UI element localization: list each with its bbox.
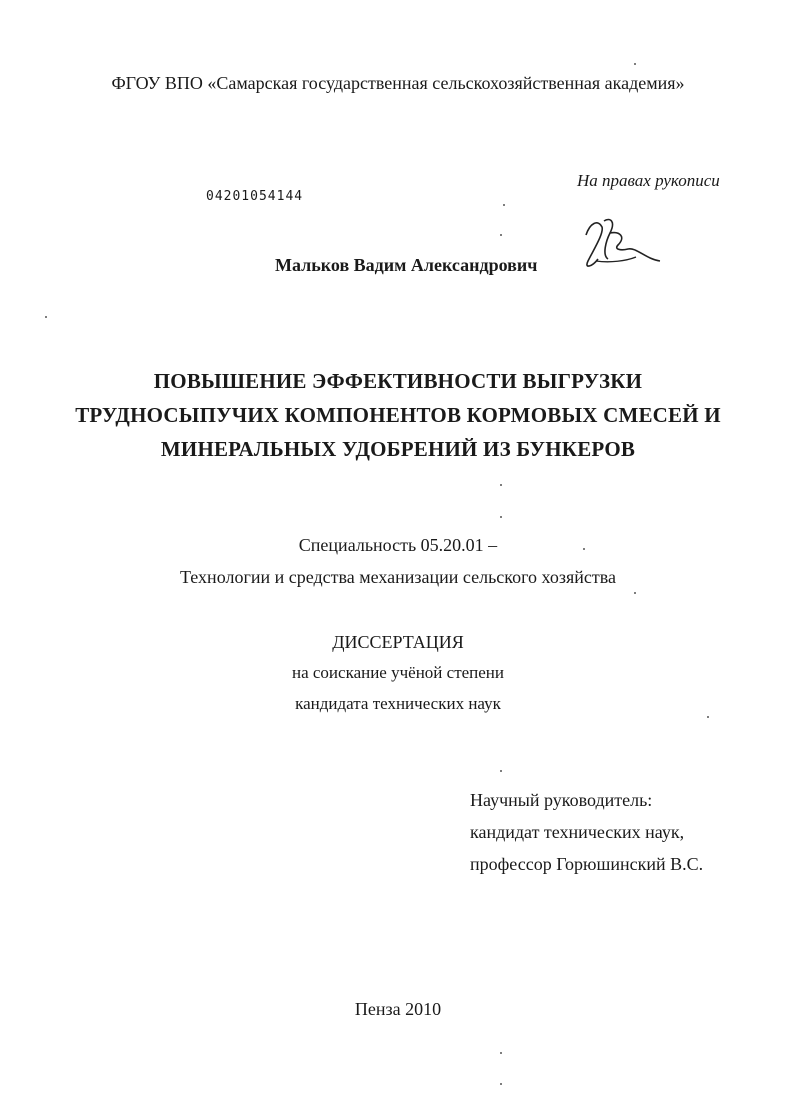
- catalog-number-stamp: 04201054144: [206, 189, 304, 204]
- scan-speck: [707, 716, 709, 718]
- scan-speck: [45, 316, 47, 318]
- document-type-label: ДИССЕРТАЦИЯ: [332, 632, 464, 652]
- specialty-name: Технологии и средства механизации сельского хозяйства: [180, 567, 616, 587]
- manuscript-rights-note: На правах рукописи: [577, 171, 720, 190]
- supervisor-heading: Научный руководитель:: [470, 790, 653, 810]
- scan-speck: [634, 63, 636, 65]
- scan-speck: [500, 1083, 502, 1085]
- degree-line-1: на соискание учёной степени: [291, 663, 505, 682]
- scan-speck: [500, 234, 502, 236]
- organization-header: ФГОУ ВПО «Самарская государственная сельскохозяйственная академия»: [111, 73, 685, 93]
- dissertation-title-line-3: МИНЕРАЛЬНЫХ УДОБРЕНИЙ ИЗ БУНКЕРОВ: [160, 437, 636, 461]
- scan-speck: [634, 592, 636, 594]
- city-year: Пенза 2010: [354, 999, 442, 1019]
- scan-speck: [500, 770, 502, 772]
- scan-speck: [500, 484, 502, 486]
- dissertation-title-line-1: ПОВЫШЕНИЕ ЭФФЕКТИВНОСТИ ВЫГРУЗКИ: [153, 369, 643, 393]
- degree-line-2: кандидата технических наук: [295, 694, 501, 713]
- scan-speck: [503, 204, 505, 206]
- scan-speck: [583, 548, 585, 550]
- supervisor-name: профессор Горюшинский В.С.: [470, 854, 704, 874]
- scan-speck: [500, 1052, 502, 1054]
- author-signature: [576, 215, 662, 277]
- scan-speck: [500, 516, 502, 518]
- dissertation-title-line-2: ТРУДНОСЫПУЧИХ КОМПОНЕНТОВ КОРМОВЫХ СМЕСЕЙ И: [75, 403, 721, 427]
- supervisor-degree: кандидат технических наук,: [470, 822, 685, 842]
- author-name: Мальков Вадим Александрович: [275, 255, 538, 275]
- specialty-code: Специальность 05.20.01 –: [298, 535, 498, 555]
